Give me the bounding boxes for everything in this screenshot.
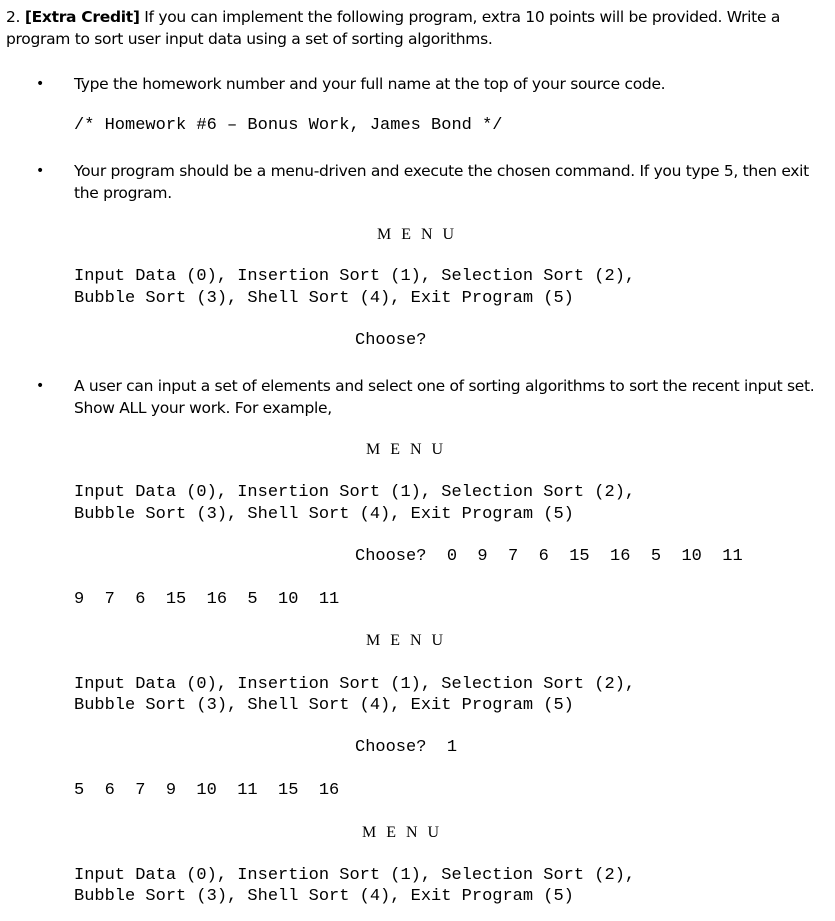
menu-prompt-with-input: Choose? 0 9 7 6 15 16 5 10 11 [355, 547, 743, 566]
menu-prompt-with-input: Choose? 1 [355, 738, 458, 757]
menu-options-line-2: Bubble Sort (3), Shell Sort (4), Exit Program (5) [74, 887, 574, 906]
menu-prompt: Choose? [355, 331, 427, 350]
bullet-marker: • [36, 378, 45, 394]
program-output-line: 5 6 7 9 10 11 15 16 [74, 781, 340, 800]
menu-title: M E N U [377, 226, 458, 243]
menu-options-line-2: Bubble Sort (3), Shell Sort (4), Exit Program (5) [74, 696, 574, 715]
menu-title: M E N U [366, 441, 447, 458]
extra-credit-label: [Extra Credit] [24, 8, 140, 26]
program-output-line: 9 7 6 15 16 5 10 11 [74, 590, 340, 609]
code-comment-example: /* Homework #6 – Bonus Work, James Bond */ [74, 116, 503, 135]
menu-options-line-2: Bubble Sort (3), Shell Sort (4), Exit Program (5) [74, 505, 574, 524]
problem-text: If you can implement the following program, extra 10 points will be provided. Write a program to sort user input data using a set of sorting algorithms. [6, 8, 781, 48]
bullet-marker: • [36, 163, 45, 179]
menu-options-line-1: Input Data (0), Insertion Sort (1), Selection Sort (2), [74, 483, 636, 502]
problem-statement [6, 6, 828, 50]
menu-options-line-1: Input Data (0), Insertion Sort (1), Selection Sort (2), [74, 866, 636, 885]
menu-title: M E N U [366, 632, 447, 649]
bullet-text-menu-driven: Your program should be a menu-driven and execute the chosen command. If you type 5, then exit the program. [74, 162, 809, 202]
menu-options-line-1: Input Data (0), Insertion Sort (1), Selection Sort (2), [74, 267, 636, 286]
menu-title: M E N U [362, 824, 443, 841]
menu-options-line-2: Bubble Sort (3), Shell Sort (4), Exit Program (5) [74, 289, 574, 308]
menu-options-line-1: Input Data (0), Insertion Sort (1), Selection Sort (2), [74, 675, 636, 694]
problem-number: 2. [6, 8, 25, 26]
bullet-text-sorting-example: A user can input a set of elements and select one of sorting algorithms to sort the recent input set. Show ALL your work. For example, [74, 377, 815, 417]
bullet-marker: • [36, 76, 45, 92]
bullet-text-header-instructions: Type the homework number and your full name at the top of your source code. [74, 75, 666, 93]
